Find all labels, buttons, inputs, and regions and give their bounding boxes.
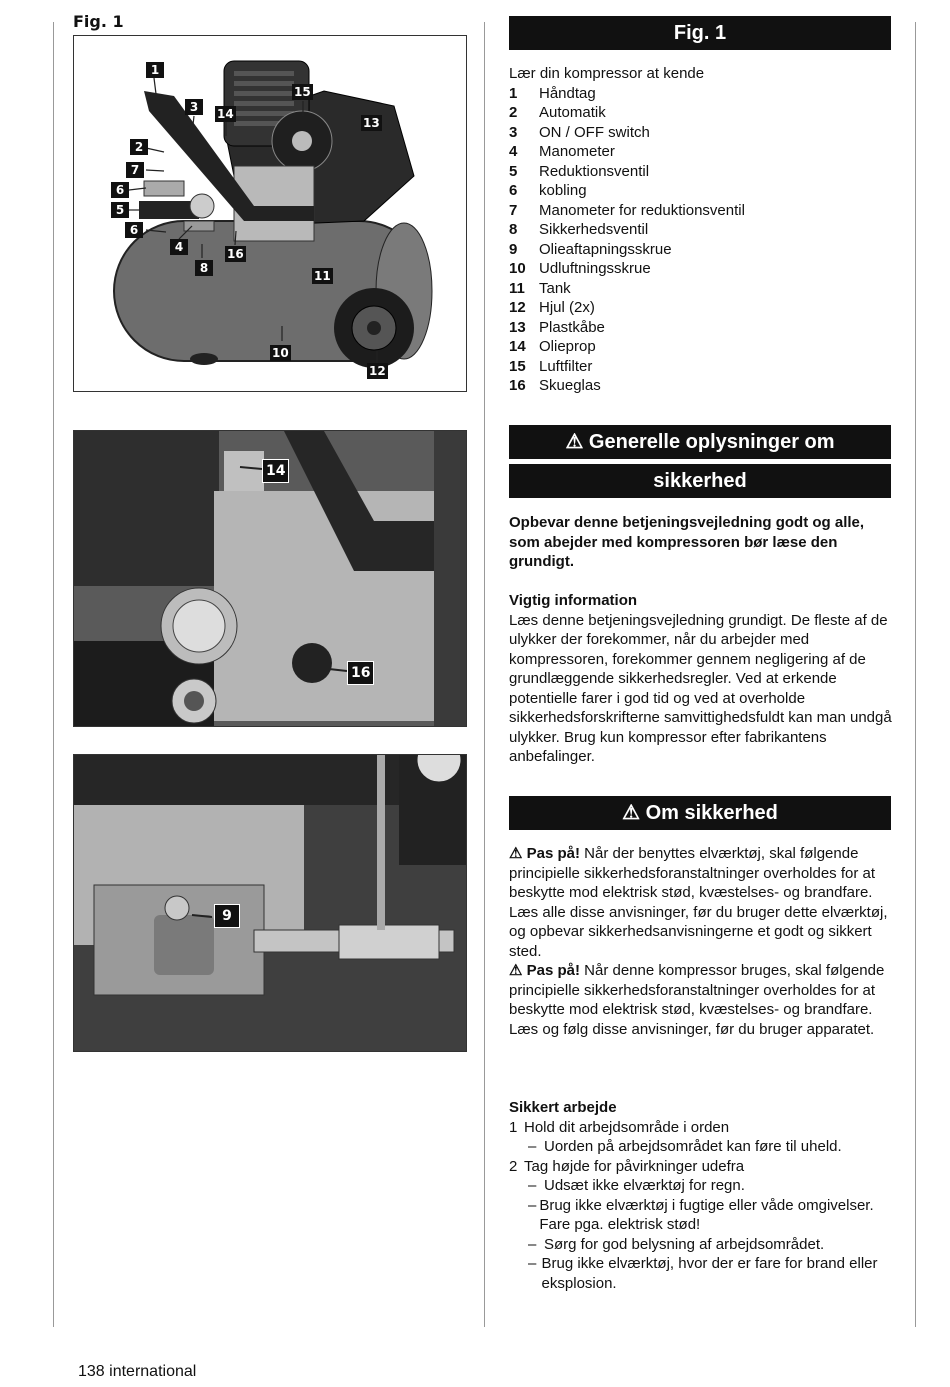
- callout-11: 11: [314, 269, 331, 283]
- important-info-text: Læs denne betjeningsvejledning grundigt. De fleste af de ulykker der forekommer, når du arbejder med kompressoren, forekommer gennem negligering af de grundlæggende sikkerhedsregler. Ved at erkende potentielle farer i god tid og ved at overholde sikkerhedsforskrifterne samvittighedsfuldt kan man undgå ulykker. Brug kun kompressor efter fabrikantens anbefalinger.: [509, 611, 892, 765]
- list-item: 1 Hold dit arbejdsområde i orden: [509, 1118, 730, 1136]
- list-item: – Udsæt ikke elværktøj for regn.: [528, 1177, 745, 1194]
- callout-13: 13: [363, 116, 380, 130]
- list-item: 3 ON / OFF switch: [509, 123, 650, 141]
- general-safety-header-1: [509, 425, 891, 459]
- callout-15: 15: [294, 85, 311, 99]
- about-safety-title: ⚠ Om sikkerhed: [622, 802, 778, 824]
- general-safety-header-2: [509, 464, 891, 498]
- parts-list: [509, 64, 893, 396]
- list-item: 15 Luftfilter: [509, 357, 593, 375]
- callout-7: 7: [126, 162, 144, 178]
- list-item: 14 Olieprop: [509, 338, 596, 355]
- caution-text: Når denne kompressor bruges, skal følgende principielle sikkerhedsforanstaltninger overholdes for at beskytte mod elektrisk stød, kvæstelses- og brandfare.: [509, 962, 885, 1018]
- detail-photo-drain-screw-image: [74, 755, 466, 1051]
- callout-1: 1: [146, 62, 164, 78]
- left-margin-line: [53, 22, 54, 1327]
- right-margin-line: [915, 22, 916, 1327]
- important-info-title: Vigtig information: [509, 592, 638, 609]
- safe-work-title: Sikkert arbejde: [509, 1099, 617, 1116]
- safe-work-section: [509, 1098, 893, 1293]
- fig-header-bar: [509, 16, 891, 50]
- caution-paragraph-1: [509, 844, 893, 961]
- list-item: 4 Manometer: [509, 143, 615, 160]
- list-item: 1 Håndtag: [509, 84, 596, 102]
- list-item: – Uorden på arbejdsområdet kan føre til uheld.: [528, 1138, 842, 1155]
- parts-intro: Lær din kompressor at kende: [509, 65, 705, 82]
- list-item: – Brug ikke elværktøj, hvor der er fare for brand eller eksplosion.: [528, 1255, 878, 1292]
- detail-photo-oil-cap: [73, 430, 467, 727]
- figure-label: Fig. 1: [73, 12, 124, 31]
- general-safety-title-2: sikkerhed: [653, 470, 747, 492]
- center-divider: [484, 22, 485, 1327]
- callout-3: 3: [185, 99, 203, 115]
- caution-text: Når der benyttes elværktøj, skal følgende principielle sikkerhedsforanstaltninger overholdes for at beskytte mod elektrisk stød, kvæstelses- og brandfare. Læs alle disse anvisninger, før du bruger dette elværktøj, og opbevar sikkerhedsanvisningerne et godt og sikkert sted.: [509, 845, 888, 960]
- caution-paragraph-2: [509, 961, 893, 1020]
- callout-16: 16: [227, 247, 244, 261]
- callout-9-detail: 9: [214, 904, 240, 928]
- callout-14: 14: [217, 107, 234, 121]
- list-item: 16 Skueglas: [509, 377, 601, 394]
- callout-4: 4: [170, 239, 188, 255]
- caution-closing: Læs og følg disse anvisninger, før du bruger apparatet.: [509, 1020, 875, 1038]
- callout-6a: 6: [111, 182, 129, 198]
- list-item: 11 Tank: [509, 279, 571, 297]
- general-safety-title-1: ⚠ Generelle oplysninger om: [565, 431, 835, 453]
- compressor-figure: [73, 35, 467, 392]
- detail-photo-drain-screw: [73, 754, 467, 1052]
- callout-16-detail: 16: [347, 661, 374, 685]
- caution-section: [509, 844, 893, 1039]
- callout-14-detail: 14: [262, 459, 289, 483]
- list-item: 6 kobling: [509, 182, 587, 199]
- list-item: 10 Udluftningsskrue: [509, 260, 651, 277]
- list-item: 7 Manometer for reduktionsventil: [509, 201, 745, 219]
- callout-10: 10: [272, 346, 289, 360]
- page-footer: 138 international: [78, 1363, 197, 1380]
- list-item: 12 Hjul (2x): [509, 299, 595, 316]
- about-safety-header: [509, 796, 891, 830]
- caution-label: ⚠ Pas på!: [509, 845, 580, 862]
- compressor-illustration: [74, 36, 466, 391]
- list-item: 5 Reduktionsventil: [509, 162, 650, 180]
- general-safety-intro: Opbevar denne betjeningsvejledning godt og alle, som abejder med kompressoren bør læse den grundigt.: [509, 514, 865, 570]
- callout-12: 12: [369, 364, 386, 378]
- list-item: – Sørg for god belysning af arbejdsområdet.: [528, 1235, 825, 1253]
- callout-2: 2: [130, 139, 148, 155]
- list-item: 8 Sikkerhedsventil: [509, 221, 649, 238]
- callout-8: 8: [195, 260, 213, 276]
- list-item: 2 Automatik: [509, 104, 606, 121]
- caution-label: ⚠ Pas på!: [509, 962, 580, 979]
- list-item: 2 Tag højde for påvirkninger udefra: [509, 1157, 745, 1175]
- callout-5: 5: [111, 202, 129, 218]
- list-item: 13 Plastkåbe: [509, 318, 605, 336]
- callout-6b: 6: [125, 222, 143, 238]
- fig-header-title: Fig. 1: [673, 22, 727, 44]
- list-item: 9 Olieaftapningsskrue: [509, 240, 672, 258]
- list-item: – Brug ikke elværktøj i fugtige eller våde omgivelser. Fare pga. elektrisk stød!: [528, 1196, 874, 1233]
- important-info-section: [509, 591, 893, 767]
